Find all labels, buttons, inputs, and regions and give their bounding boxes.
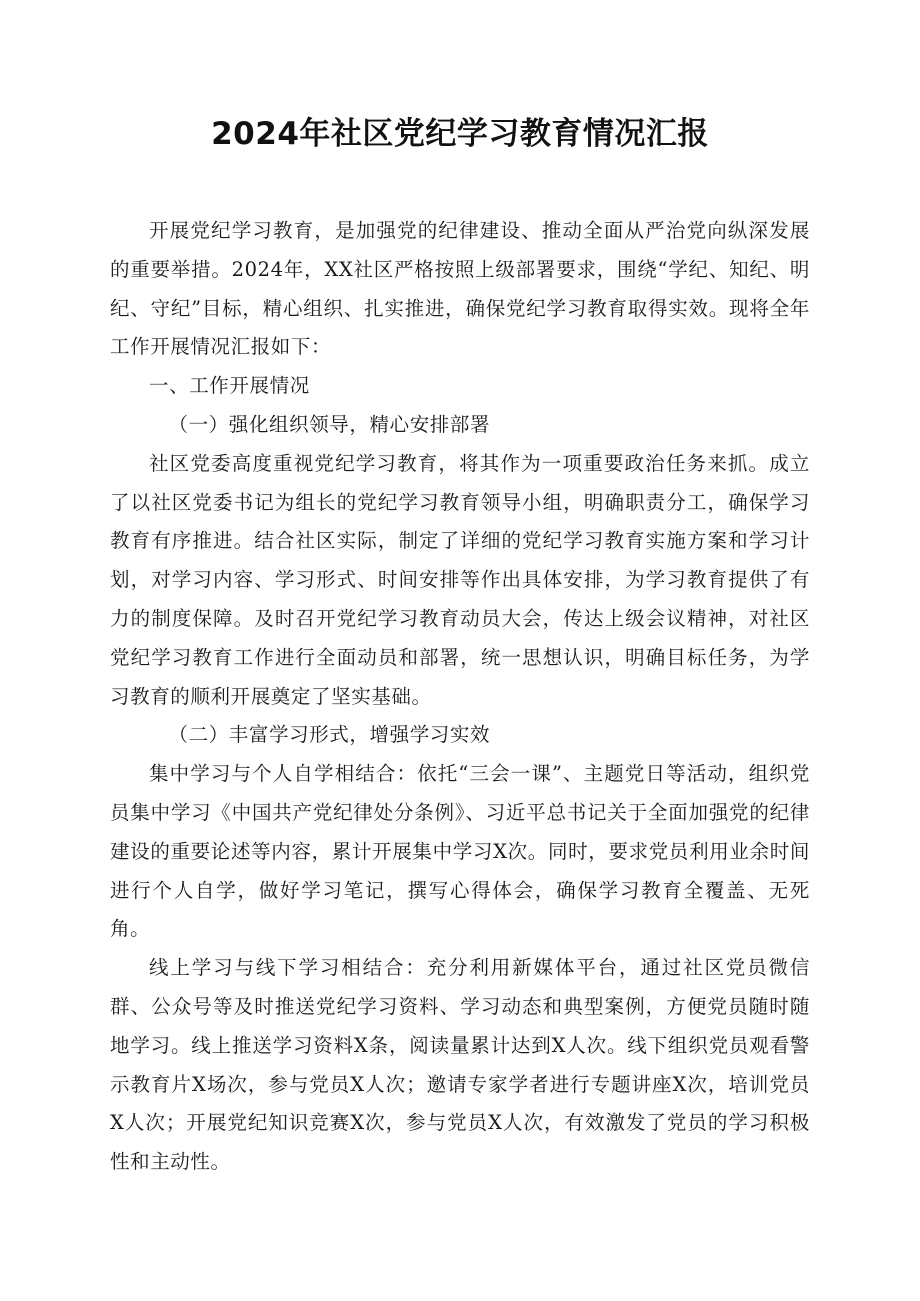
document-body [110, 212, 810, 1182]
subsection-heading: （二）丰富学习形式，增强学习实效 [168, 723, 491, 747]
document-title: 2024年社区党纪学习教育情况汇报 [211, 116, 709, 152]
paragraph-centralized-study: 集中学习与个人自学相结合：依托“三会一课”、主题党日等活动，组织党员集中学习《中国共产党纪律处分条例》、习近平总书记关于全面加强党的纪律建设的重要论述等内容，累计开展集中学习X次。同时，要求党员利用业余时间进行个人自学，做好学习笔记，撰写心得体会，确保学习教育全覆盖、无死角。 [110, 762, 810, 941]
section-heading: 一、工作开展情况 [149, 374, 310, 398]
paragraph-online-offline-study: 线上学习与线下学习相结合：充分利用新媒体平台，通过社区党员微信群、公众号等及时推送党纪学习资料、学习动态和典型案例，方便党员随时随地学习。线上推送学习资料X条，阅读量累计达到X人次。线下组织党员观看警示教育片X场次，参与党员X人次；邀请专家学者进行专题讲座X次，培训党员X人次；开展党纪知识竞赛X次，参与党员X人次，有效激发了党员的学习积极性和主动性。 [110, 956, 810, 1174]
paragraph-intro: 开展党纪学习教育，是加强党的纪律建设、推动全面从严治党向纵深发展的重要举措。2024年，XX社区严格按照上级部署要求，围绕“学纪、知纪、明纪、守纪”目标，精心组织、扎实推进，确保党纪学习教育取得实效。现将全年工作开展情况汇报如下： [110, 219, 810, 359]
subsection-heading: （一）强化组织领导，精心安排部署 [168, 412, 491, 436]
paragraph-organization: 社区党委高度重视党纪学习教育，将其作为一项重要政治任务来抓。成立了以社区党委书记为组长的党纪学习教育领导小组，明确职责分工，确保学习教育有序推进。结合社区实际，制定了详细的党纪学习教育实施方案和学习计划，对学习内容、学习形式、时间安排等作出具体安排，为学习教育提供了有力的制度保障。及时召开党纪学习教育动员大会，传达上级会议精神，对社区党纪学习教育工作进行全面动员和部署，统一思想认识，明确目标任务，为学习教育的顺利开展奠定了坚实基础。 [110, 451, 810, 708]
